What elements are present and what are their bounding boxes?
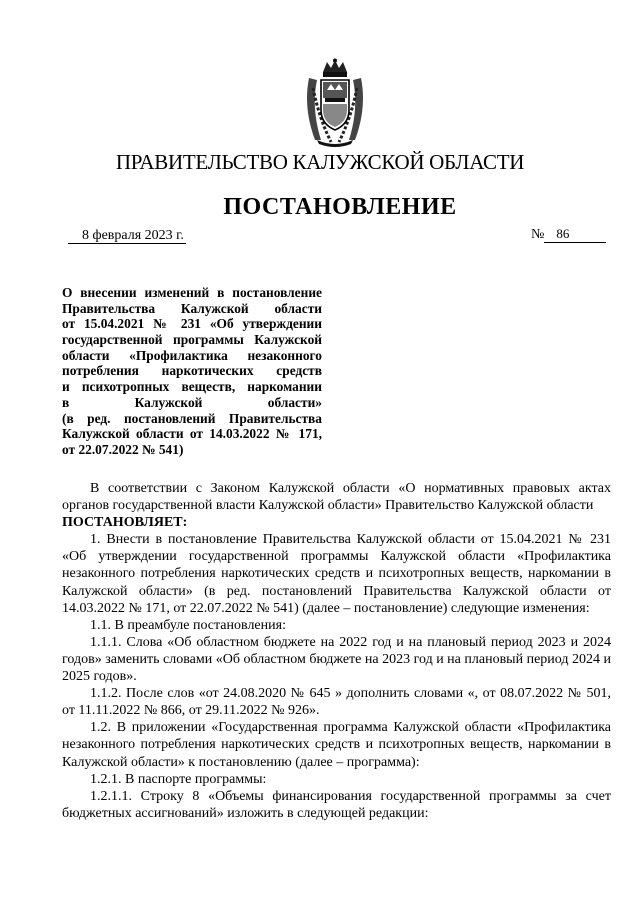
heading-line: (в ред. постановлений Правительства [62, 410, 322, 426]
document-heading [62, 285, 322, 458]
heading-line: и психотропных веществ, наркомании [62, 379, 322, 395]
heading-line: Правительства Калужской области [62, 300, 322, 316]
heading-line [62, 395, 322, 411]
paragraph-1-1-2: 1.1.2. После слов «от 24.08.2020 № 645 » дополнить словами «, от 08.07.2022 № 501, от 11.11.2022 № 866, от 29.11.2022 № 926». [62, 686, 611, 719]
paragraph-1-1: 1.1. В преамбуле постановления: [90, 617, 286, 633]
paragraph-preamble: В соответствии с Законом Калужской области «О нормативных правовых актах органов государственной власти Калужской области» Правительство Калужской области [62, 481, 611, 514]
paragraph-1-1-1: 1.1.1. Слова «Об областном бюджете на 2022 год и на плановый период 2023 и 2024 годов» заменить словами «Об областном бюджете на 2023 год и на плановый период 2024 и 2025 годов». [62, 634, 611, 685]
paragraph-1-2-1: 1.2.1. В паспорте программы: [90, 771, 267, 787]
heading-word: Калужской [134, 394, 203, 410]
coat-of-arms-emblem [301, 58, 369, 148]
document-date-line [68, 228, 186, 244]
heading-line: от 22.07.2022 № 541) [62, 441, 184, 457]
heading-line: государственной программы Калужской [62, 332, 322, 348]
heading-line: Калужской области от 14.03.2022 № 171, [62, 426, 322, 442]
heading-line: О внесении изменений в постановление [62, 285, 322, 300]
document-body [62, 480, 611, 822]
heading-line: области «Профилактика незаконного [62, 347, 322, 363]
heading-word: области» [267, 394, 322, 410]
government-name: ПРАВИТЕЛЬСТВО КАЛУЖСКОЙ ОБЛАСТИ [115, 150, 525, 174]
paragraph-1-2-1-1: 1.2.1.1. Строку 8 «Объемы финансирования государственной программы за счет бюджетных ассигнований» изложить в следующей редакции: [62, 788, 611, 821]
number-sign: № [531, 227, 545, 242]
decree-word: ПОСТАНОВЛЯЕТ: [62, 515, 188, 531]
document-number-line [531, 226, 606, 243]
paragraph-1-2: 1.2. В приложении «Государственная программа Калужской области «Профилактика незаконного потребления наркотических средств и психотропных веществ, наркомании в Калужской области» к постановлению (далее – программа): [62, 720, 611, 770]
heading-word: в [62, 394, 70, 410]
paragraph-1: 1. Внести в постановление Правительства Калужской области от 15.04.2021 № 231 «Об утверждении государственной программы Калужской области «Профилактика незаконного потребления наркотических средств и психотропных веществ, наркомании в Калужской области» (в ред. постановлений Правительства Калужской области от 14.03.2022 № 171, от 22.07.2022 № 541) (далее – постановление) следующие изменения: [62, 532, 611, 616]
document-number: 86 [544, 226, 606, 243]
heading-line: от 15.04.2021 № 231 «Об утверждении [62, 316, 322, 332]
heading-line: потребления наркотических средств [62, 363, 322, 379]
document-date: 8 февраля 2023 г. [68, 228, 186, 244]
document-type-title: ПОСТАНОВЛЕНИЕ [223, 194, 457, 220]
